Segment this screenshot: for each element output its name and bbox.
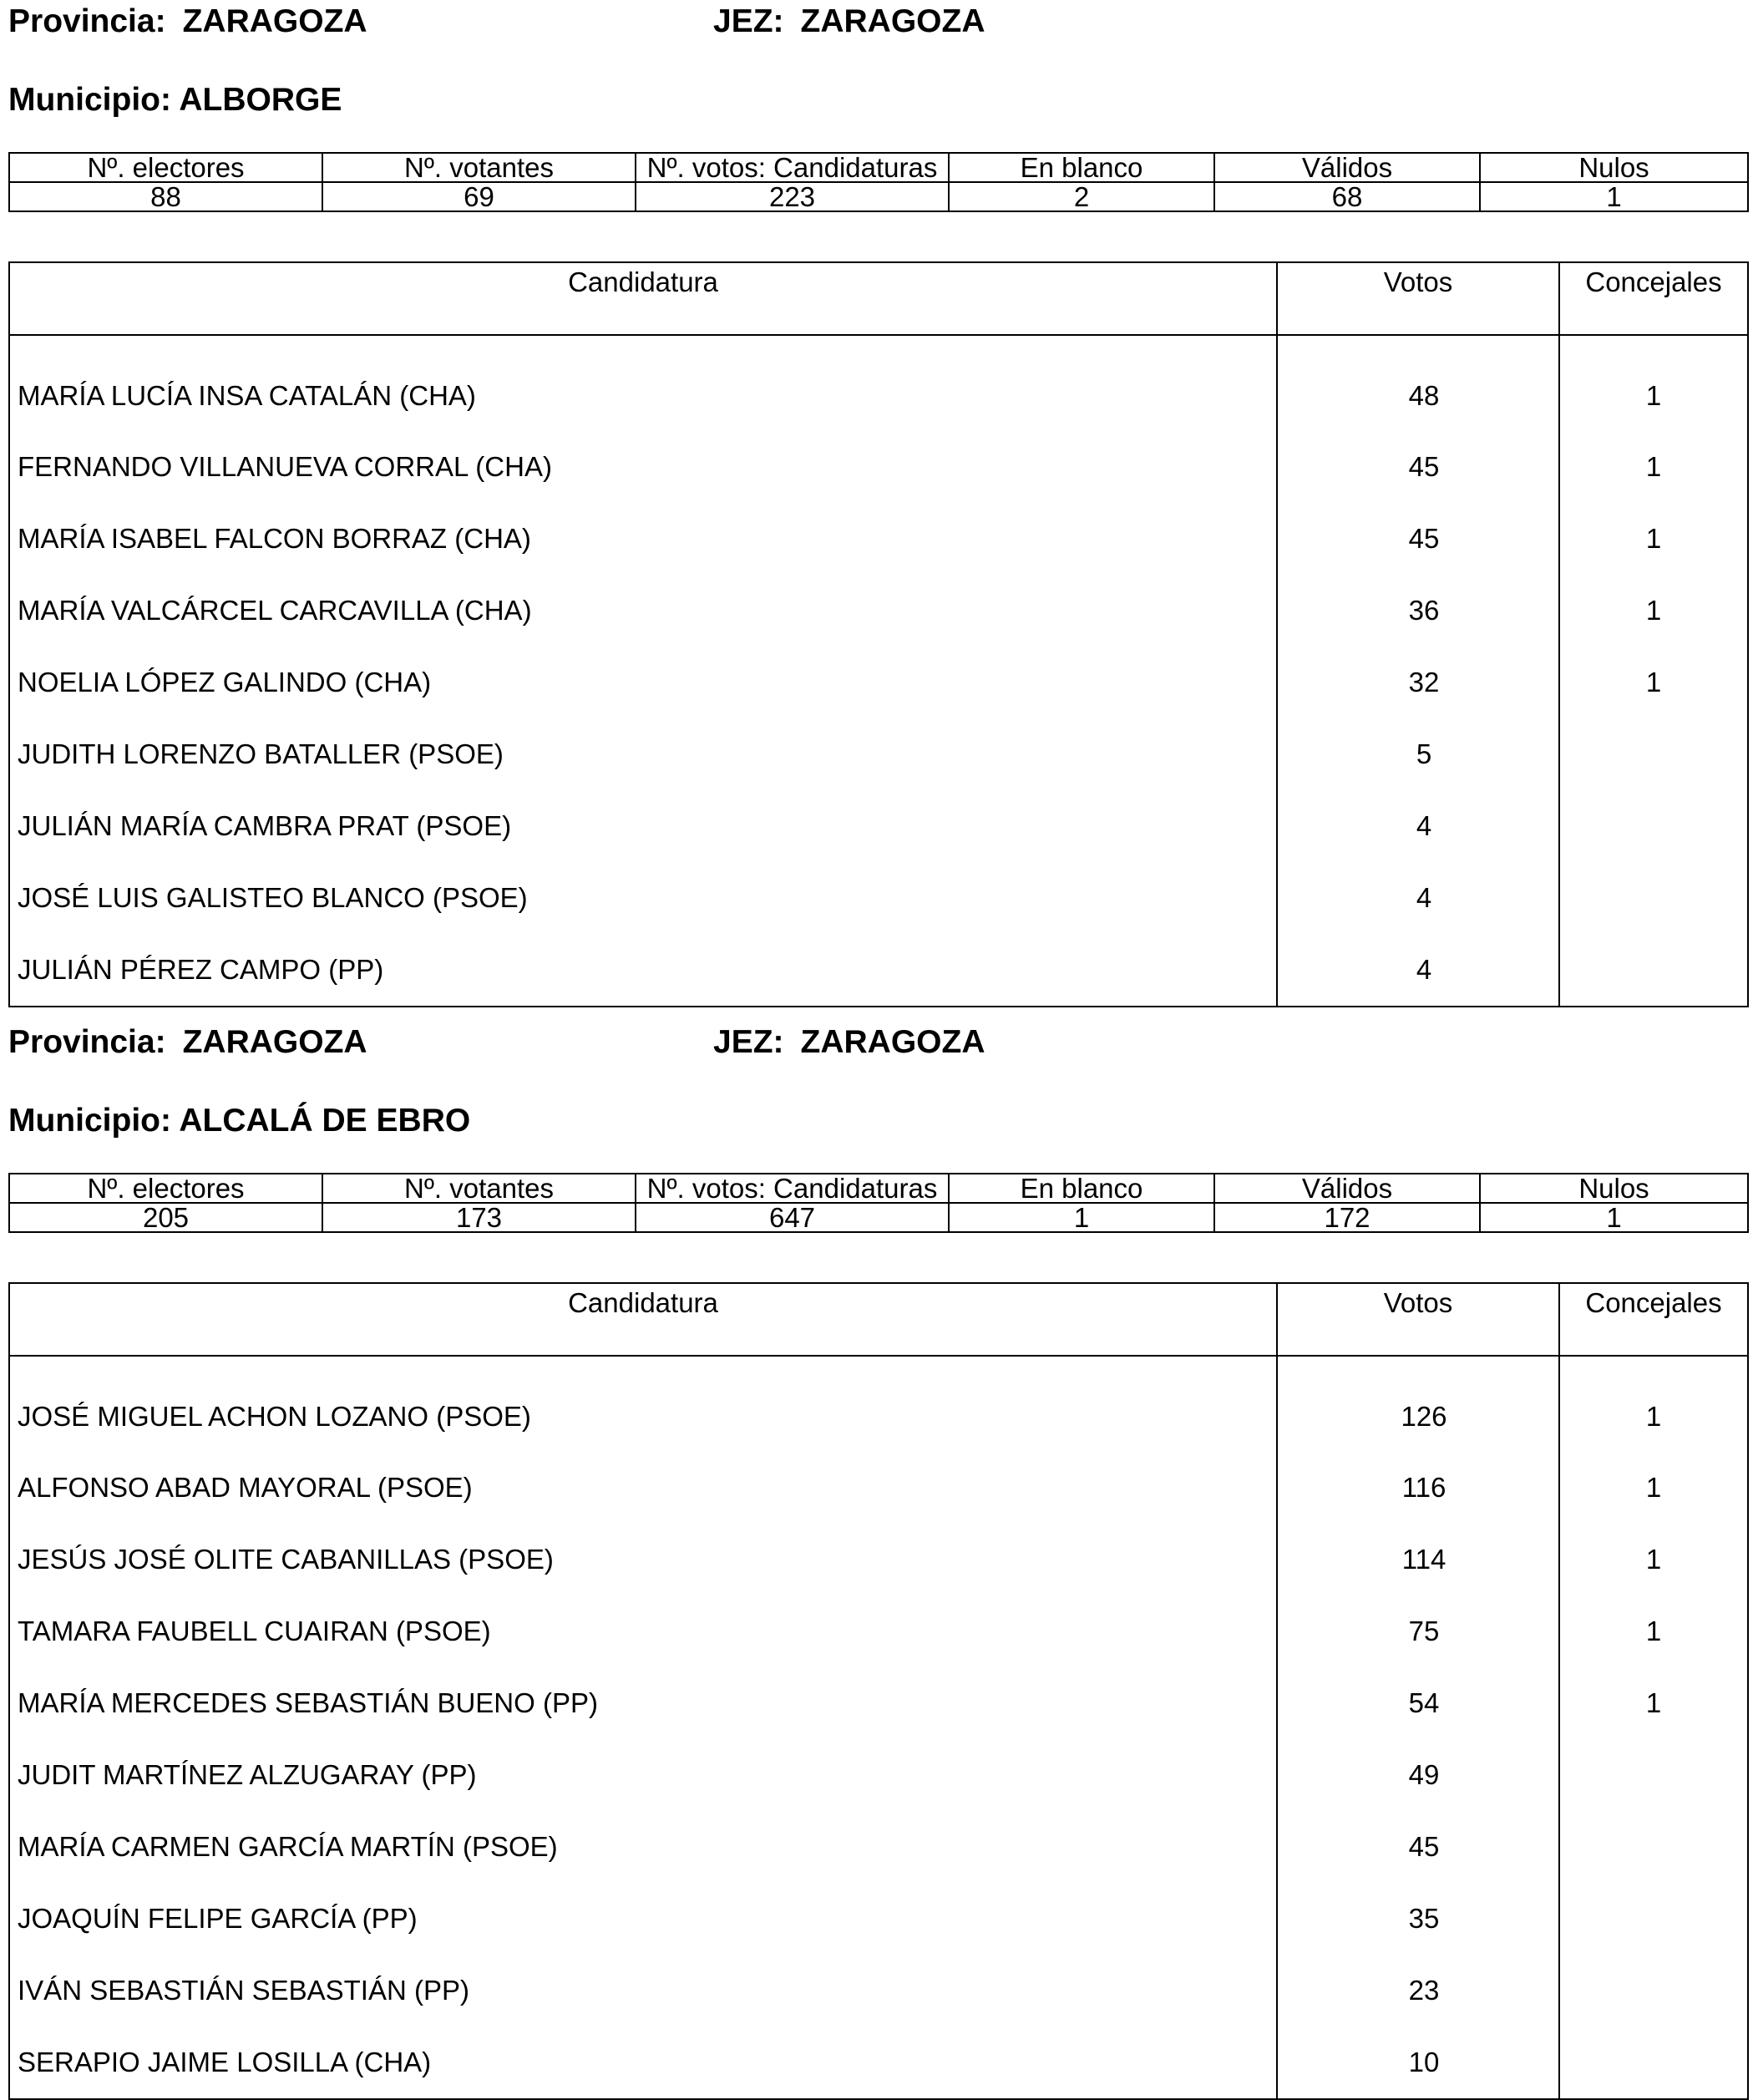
provincia-label: Provincia: — [8, 3, 166, 39]
candidatura-header: Candidatura — [9, 262, 1277, 335]
candidate-concejales: 1 — [1559, 1595, 1748, 1667]
candidate-votos: 116 — [1277, 1452, 1559, 1524]
candidate-votos: 49 — [1277, 1739, 1559, 1811]
candidate-concejales — [1559, 1811, 1748, 1883]
table-row — [9, 575, 1748, 647]
summary-header-cell: En blanco — [949, 1174, 1214, 1203]
municipio-heading — [8, 84, 342, 116]
jez-label: JEZ: — [713, 1024, 784, 1060]
provincia-heading — [8, 1026, 367, 1058]
jez-value: ZARAGOZA — [800, 1024, 985, 1060]
candidate-votos: 36 — [1277, 575, 1559, 647]
results-table — [8, 261, 1749, 1007]
table-row — [9, 1524, 1748, 1595]
provincia-label: Provincia: — [8, 1024, 166, 1060]
table-row — [9, 1595, 1748, 1667]
summary-header-cell: Nulos — [1480, 153, 1748, 182]
votos-candidaturas-value: 647 — [636, 1203, 949, 1232]
results-header-row — [9, 1283, 1748, 1356]
candidate-name: JULIÁN PÉREZ CAMPO (PP) — [9, 934, 1277, 1007]
candidate-name: JOSÉ LUIS GALISTEO BLANCO (PSOE) — [9, 862, 1277, 934]
validos-value: 172 — [1214, 1203, 1480, 1232]
candidate-name: MARÍA MERCEDES SEBASTIÁN BUENO (PP) — [9, 1667, 1277, 1739]
table-row — [9, 718, 1748, 790]
candidate-votos: 126 — [1277, 1356, 1559, 1452]
table-row — [9, 1452, 1748, 1524]
en-blanco-value: 2 — [949, 182, 1214, 211]
table-row — [9, 1739, 1748, 1811]
candidate-name: JOAQUÍN FELIPE GARCÍA (PP) — [9, 1883, 1277, 1955]
table-row — [9, 335, 1748, 431]
summary-header-cell: Nº. votantes — [322, 1174, 636, 1203]
candidate-votos: 4 — [1277, 862, 1559, 934]
summary-header-row — [9, 1174, 1748, 1203]
results-header-row — [9, 262, 1748, 335]
candidate-concejales — [1559, 1955, 1748, 2026]
candidate-votos: 114 — [1277, 1524, 1559, 1595]
results-table — [8, 1282, 1749, 2100]
table-row — [9, 503, 1748, 575]
en-blanco-value: 1 — [949, 1203, 1214, 1232]
electores-value: 88 — [9, 182, 322, 211]
summary-header-cell: Nº. votos: Candidaturas — [636, 153, 949, 182]
candidate-name: FERNANDO VILLANUEVA CORRAL (CHA) — [9, 431, 1277, 503]
candidate-concejales — [1559, 718, 1748, 790]
table-row — [9, 934, 1748, 1007]
candidate-name: MARÍA LUCÍA INSA CATALÁN (CHA) — [9, 335, 1277, 431]
candidate-concejales — [1559, 790, 1748, 862]
table-row — [9, 2026, 1748, 2099]
validos-value: 68 — [1214, 182, 1480, 211]
electores-value: 205 — [9, 1203, 322, 1232]
candidate-concejales: 1 — [1559, 503, 1748, 575]
candidate-votos: 32 — [1277, 647, 1559, 718]
summary-header-cell: Nº. votantes — [322, 153, 636, 182]
candidate-name: TAMARA FAUBELL CUAIRAN (PSOE) — [9, 1595, 1277, 1667]
jez-heading — [713, 5, 985, 38]
provincia-value: ZARAGOZA — [182, 3, 367, 39]
candidate-votos: 45 — [1277, 431, 1559, 503]
nulos-value: 1 — [1480, 182, 1748, 211]
nulos-value: 1 — [1480, 1203, 1748, 1232]
candidate-concejales — [1559, 2026, 1748, 2099]
summary-header-cell: Nº. votos: Candidaturas — [636, 1174, 949, 1203]
concejales-header: Concejales — [1559, 262, 1748, 335]
municipio-value: ALCALÁ DE EBRO — [179, 1103, 471, 1139]
provincia-value: ZARAGOZA — [182, 1024, 367, 1060]
candidate-votos: 75 — [1277, 1595, 1559, 1667]
candidate-concejales: 1 — [1559, 1524, 1748, 1595]
candidate-votos: 45 — [1277, 503, 1559, 575]
jez-value: ZARAGOZA — [800, 3, 985, 39]
candidate-concejales: 1 — [1559, 1452, 1748, 1524]
municipio-label: Municipio: — [8, 82, 171, 118]
votos-header: Votos — [1277, 262, 1559, 335]
table-row — [9, 1883, 1748, 1955]
table-row — [9, 1356, 1748, 1452]
summary-header-cell: Nulos — [1480, 1174, 1748, 1203]
candidate-name: MARÍA VALCÁRCEL CARCAVILLA (CHA) — [9, 575, 1277, 647]
concejales-header: Concejales — [1559, 1283, 1748, 1356]
candidate-concejales: 1 — [1559, 1667, 1748, 1739]
candidatura-header: Candidatura — [9, 1283, 1277, 1356]
candidate-name: MARÍA ISABEL FALCON BORRAZ (CHA) — [9, 503, 1277, 575]
candidate-name: NOELIA LÓPEZ GALINDO (CHA) — [9, 647, 1277, 718]
votantes-value: 173 — [322, 1203, 636, 1232]
jez-heading — [713, 1026, 985, 1058]
votantes-value: 69 — [322, 182, 636, 211]
candidate-concejales — [1559, 934, 1748, 1007]
summary-header-cell: Válidos — [1214, 153, 1480, 182]
summary-header-row — [9, 153, 1748, 182]
candidate-concejales: 1 — [1559, 1356, 1748, 1452]
candidate-name: JOSÉ MIGUEL ACHON LOZANO (PSOE) — [9, 1356, 1277, 1452]
candidate-name: JESÚS JOSÉ OLITE CABANILLAS (PSOE) — [9, 1524, 1277, 1595]
table-row — [9, 647, 1748, 718]
candidate-name: SERAPIO JAIME LOSILLA (CHA) — [9, 2026, 1277, 2099]
summary-table — [8, 152, 1749, 212]
candidate-name: ALFONSO ABAD MAYORAL (PSOE) — [9, 1452, 1277, 1524]
jez-label: JEZ: — [713, 3, 784, 39]
summary-header-cell: Nº. electores — [9, 1174, 322, 1203]
candidate-name: JULIÁN MARÍA CAMBRA PRAT (PSOE) — [9, 790, 1277, 862]
candidate-votos: 5 — [1277, 718, 1559, 790]
candidate-concejales — [1559, 1883, 1748, 1955]
candidate-votos: 4 — [1277, 934, 1559, 1007]
candidate-votos: 23 — [1277, 1955, 1559, 2026]
candidate-name: JUDIT MARTÍNEZ ALZUGARAY (PP) — [9, 1739, 1277, 1811]
summary-header-cell: Nº. electores — [9, 153, 322, 182]
table-row — [9, 1811, 1748, 1883]
candidate-concejales: 1 — [1559, 335, 1748, 431]
municipio-label: Municipio: — [8, 1103, 171, 1139]
candidate-votos: 35 — [1277, 1883, 1559, 1955]
provincia-heading — [8, 5, 367, 38]
candidate-votos: 10 — [1277, 2026, 1559, 2099]
municipio-value: ALBORGE — [179, 82, 342, 118]
table-row — [9, 1955, 1748, 2026]
municipio-heading — [8, 1104, 470, 1137]
table-row — [9, 1667, 1748, 1739]
candidate-concejales — [1559, 1739, 1748, 1811]
table-row — [9, 790, 1748, 862]
candidate-votos: 4 — [1277, 790, 1559, 862]
candidate-votos: 54 — [1277, 1667, 1559, 1739]
votos-candidaturas-value: 223 — [636, 182, 949, 211]
candidate-name: IVÁN SEBASTIÁN SEBASTIÁN (PP) — [9, 1955, 1277, 2026]
summary-values-row — [9, 182, 1748, 211]
summary-table — [8, 1173, 1749, 1233]
candidate-votos: 48 — [1277, 335, 1559, 431]
table-row — [9, 862, 1748, 934]
votos-header: Votos — [1277, 1283, 1559, 1356]
candidate-name: JUDITH LORENZO BATALLER (PSOE) — [9, 718, 1277, 790]
candidate-votos: 45 — [1277, 1811, 1559, 1883]
summary-header-cell: Válidos — [1214, 1174, 1480, 1203]
summary-header-cell: En blanco — [949, 153, 1214, 182]
summary-values-row — [9, 1203, 1748, 1232]
candidate-concejales: 1 — [1559, 431, 1748, 503]
table-row — [9, 431, 1748, 503]
candidate-name: MARÍA CARMEN GARCÍA MARTÍN (PSOE) — [9, 1811, 1277, 1883]
candidate-concejales: 1 — [1559, 647, 1748, 718]
candidate-concejales: 1 — [1559, 575, 1748, 647]
candidate-concejales — [1559, 862, 1748, 934]
